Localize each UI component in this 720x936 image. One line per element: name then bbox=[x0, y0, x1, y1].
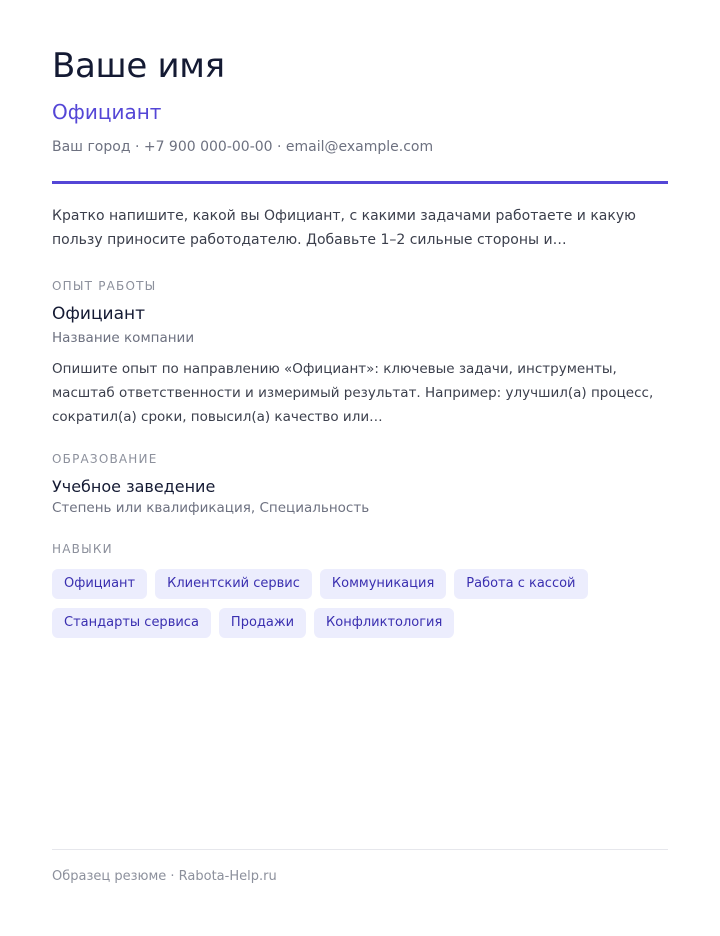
contact-line: Ваш город · +7 900 000-00-00 · email@example.com bbox=[52, 139, 434, 155]
skill-chip: Стандарты сервиса bbox=[52, 608, 211, 638]
experience-section-title: ОПЫТ РАБОТЫ bbox=[52, 279, 157, 293]
skills-list bbox=[52, 569, 668, 638]
skills-section-title: НАВЫКИ bbox=[52, 542, 113, 556]
candidate-role: Официант bbox=[52, 100, 162, 124]
skill-chip: Коммуникация bbox=[320, 569, 446, 599]
summary-text: Кратко напишите, какой вы Официант, с какими задачами работаете и какую пользу приносите работодателю. Добавьте 1–2 сильные стороны и… bbox=[52, 208, 636, 248]
candidate-name: Ваше имя bbox=[52, 46, 225, 86]
skill-chip: Официант bbox=[52, 569, 147, 599]
header-divider bbox=[52, 181, 668, 184]
job-title: Официант bbox=[52, 304, 146, 324]
skill-chip: Клиентский сервис bbox=[155, 569, 312, 599]
education-details: Степень или квалификация, Специальность bbox=[52, 500, 370, 516]
skill-chip: Конфликтология bbox=[314, 608, 454, 638]
job-description: Опишите опыт по направлению «Официант»: ключевые задачи, инструменты, масштаб ответственности и измеримый результат. Например: улучшил(а) процесс, сократил(а) сроки, повысил(а) качество или… bbox=[52, 361, 654, 425]
company-name: Название компании bbox=[52, 330, 195, 346]
footer-divider bbox=[52, 849, 668, 850]
education-institution: Учебное заведение bbox=[52, 477, 216, 496]
footer-text: Образец резюме · Rabota-Help.ru bbox=[52, 869, 277, 884]
skill-chip: Работа с кассой bbox=[454, 569, 587, 599]
skill-chip: Продажи bbox=[219, 608, 306, 638]
education-section-title: ОБРАЗОВАНИЕ bbox=[52, 452, 158, 466]
